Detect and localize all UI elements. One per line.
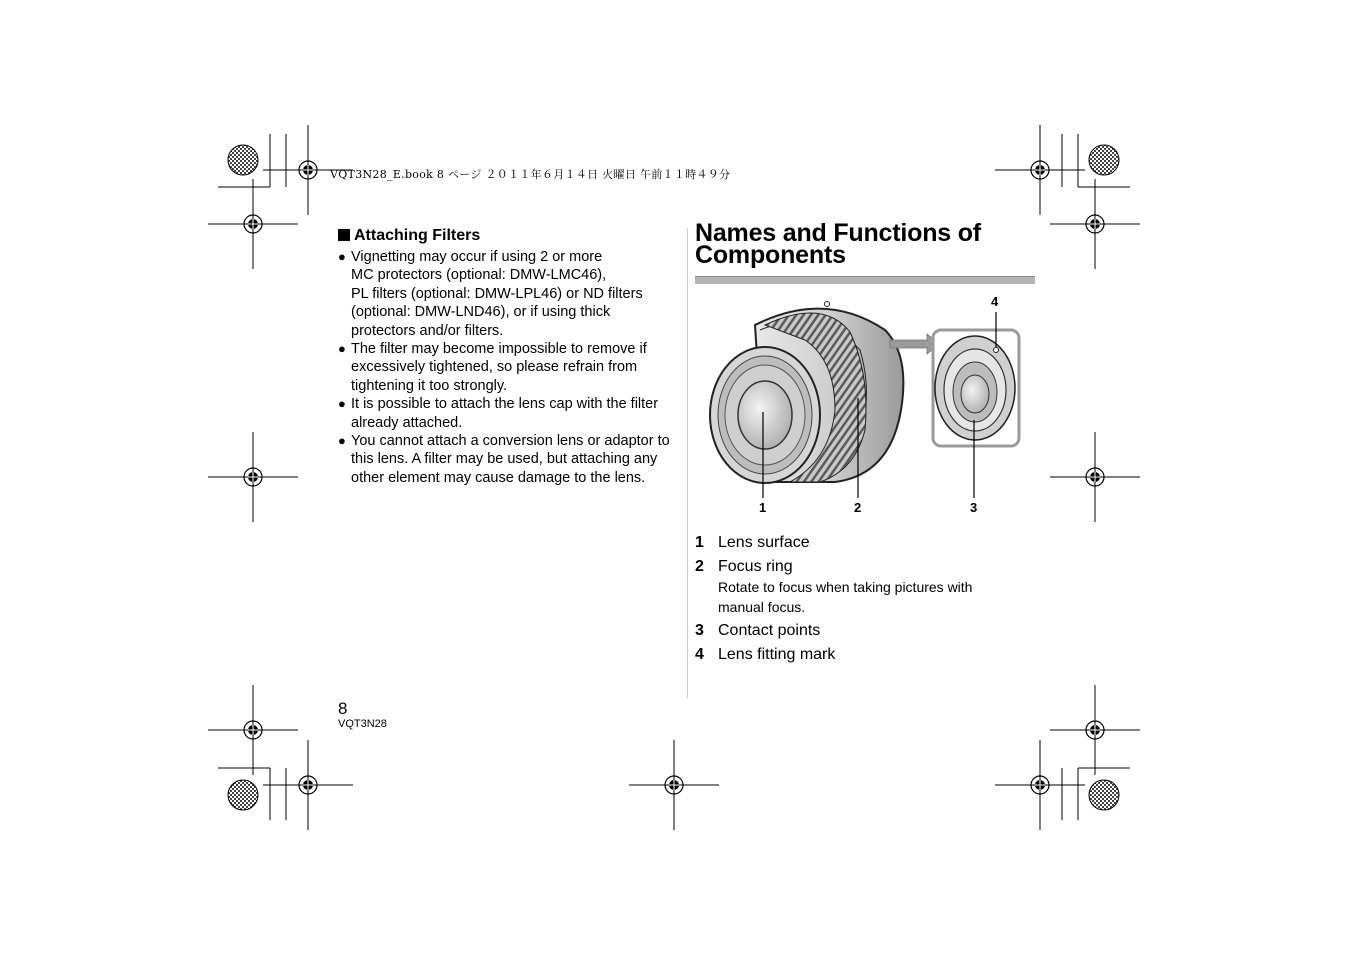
callout-2: 2 [854, 500, 862, 515]
component-number: 1 [695, 534, 704, 551]
component-label: Lens fitting mark [718, 646, 836, 663]
bullet-line: excessively tightened, so please refrain from [351, 359, 638, 376]
lens-illustration [695, 290, 1035, 520]
bullet-line: MC protectors (optional: DMW-LMC46), [351, 267, 607, 284]
list-item [695, 533, 1025, 553]
component-label: Lens surface [718, 534, 810, 551]
bullet-line: already attached. [351, 414, 463, 431]
lens-front-view [710, 302, 903, 484]
component-description: manual focus. [718, 599, 806, 615]
callout-4: 4 [991, 294, 999, 309]
bullet-line: protectors and/or filters. [351, 322, 504, 339]
bullet-line: PL filters (optional: DMW-LPL46) or ND filters [351, 285, 643, 302]
bullet-icon: ● [338, 341, 346, 357]
bullet-line: tightening it too strongly. [351, 377, 508, 394]
list-item [338, 395, 683, 432]
list-item [338, 432, 683, 487]
bullet-line: this lens. A filter may be used, but attaching any [351, 451, 658, 468]
bullet-line: Vignetting may occur if using 2 or more [351, 249, 603, 265]
list-item [338, 248, 683, 340]
section-heading-text: Attaching Filters [354, 227, 481, 244]
page-title-line: Components [695, 241, 846, 269]
page-title-line: Names and Functions of [695, 219, 981, 247]
list-item [695, 621, 1025, 641]
corner-mark-bottom-right [1062, 768, 1130, 820]
components-list [695, 533, 1025, 669]
bullet-icon: ● [338, 433, 346, 449]
bullet-icon: ● [338, 249, 346, 264]
bullet-line: It is possible to attach the lens cap with the filter [351, 396, 659, 413]
square-bullet-icon [338, 229, 350, 241]
filter-notes-list [338, 248, 683, 487]
column-divider [687, 228, 688, 698]
corner-mark-top-left [218, 134, 286, 187]
component-label: Contact points [718, 622, 821, 639]
component-number: 2 [695, 558, 704, 575]
component-number: 3 [695, 622, 704, 639]
corner-mark-bottom-left [218, 768, 286, 820]
callout-3: 3 [970, 500, 978, 515]
list-item [338, 340, 683, 395]
page-number: 8 [338, 699, 348, 718]
file-header-line: VQT3N28_E.book 8 ページ ２０１１年６月１４日 火曜日 午前１１時４９分 [330, 168, 731, 181]
bullet-line: (optional: DMW-LND46), or if using thick [351, 304, 611, 321]
callout-1: 1 [759, 500, 767, 515]
bullet-line: other element may cause damage to the lens. [351, 469, 646, 486]
list-item [695, 557, 1025, 617]
document-code: VQT3N28 [338, 718, 387, 730]
title-underline-bar [695, 276, 1035, 284]
corner-mark-top-right [1062, 134, 1130, 187]
bullet-line: You cannot attach a conversion lens or adaptor to [351, 433, 670, 450]
component-number: 4 [695, 646, 704, 663]
list-item [695, 645, 1025, 665]
page-title [695, 219, 1035, 269]
component-description: Rotate to focus when taking pictures with [718, 579, 973, 595]
lens-rear-view [933, 330, 1019, 446]
bullet-icon: ● [338, 396, 346, 412]
section-heading [338, 227, 480, 245]
component-label: Focus ring [718, 558, 793, 575]
bullet-line: The filter may become impossible to remove if [351, 341, 647, 358]
